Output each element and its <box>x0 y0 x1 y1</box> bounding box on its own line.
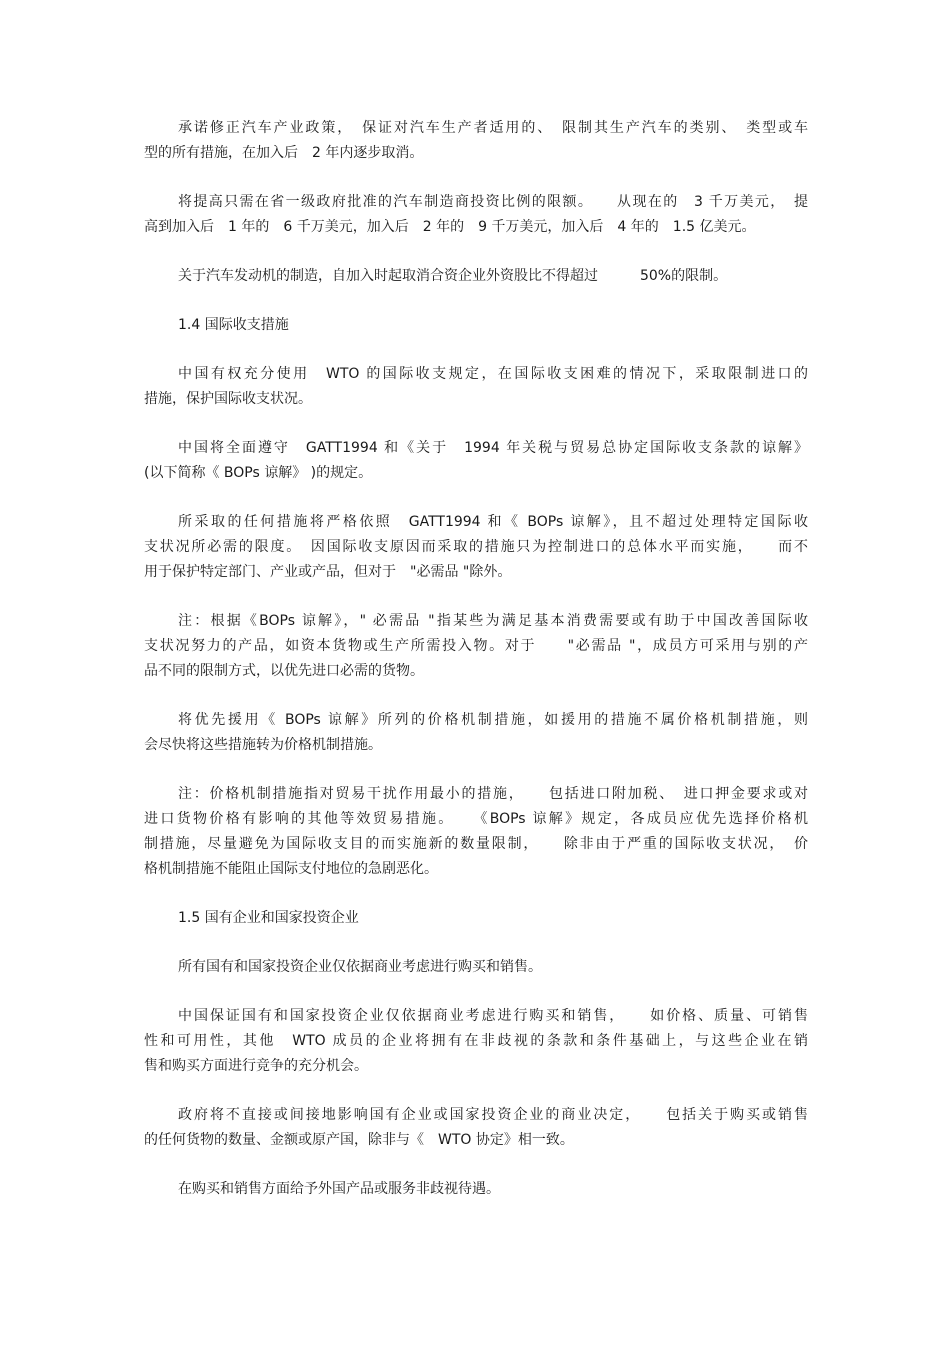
paragraph-gap <box>144 289 808 313</box>
paragraph-price-mechanism <box>144 708 808 758</box>
paragraph-gap <box>144 980 808 1004</box>
paragraph-auto-policy <box>144 116 808 166</box>
text-line: 支状况努力的产品，如资本货物或生产所需投入物。对于 "必需品 "，成员方可采用与别的产 <box>144 638 808 654</box>
text-line: 所有国有和国家投资企业仅依据商业考虑进行购买和销售。 <box>178 959 542 975</box>
paragraph-soe-commercial <box>144 955 808 980</box>
text-line: 性和可用性，其他 WTO 成员的企业将拥有在非歧视的条款和条件基础上，与这些企业在销 <box>144 1033 808 1049</box>
text-line: 政府将不直接或间接地影响国有企业或国家投资企业的商业决定， 包括关于购买或销售 <box>178 1107 808 1123</box>
paragraph-soe-guarantee <box>144 1004 808 1079</box>
section-heading <box>144 313 808 338</box>
paragraph-gap <box>144 486 808 510</box>
text-line: 会尽快将这些措施转为价格机制措施。 <box>144 737 382 753</box>
text-line: 售和购买方面进行竞争的充分机会。 <box>144 1058 368 1074</box>
text-line: 中国将全面遵守 GATT1994 和《关于 1994 年关税与贸易总协定国际收支条款的谅解》 <box>178 440 808 456</box>
paragraph-gap <box>144 412 808 436</box>
text-line: 承诺修正汽车产业政策， 保证对汽车生产者适用的、 限制其生产汽车的类别、 类型或车 <box>178 120 808 136</box>
text-line: 所采取的任何措施将严格依照 GATT1994 和《 BOPs 谅解》，且不超过处理特定国际收 <box>178 514 808 530</box>
text-line: 在购买和销售方面给予外国产品或服务非歧视待遇。 <box>178 1181 500 1197</box>
text-line: 高到加入后 1 年的 6 千万美元，加入后 2 年的 9 千万美元，加入后 4 年的 1.5 亿美元。 <box>144 219 756 235</box>
text-line: 用于保护特定部门、产业或产品，但对于 "必需品 "除外。 <box>144 564 512 580</box>
text-line: 将优先援用《 BOPs 谅解》所列的价格机制措施，如援用的措施不属价格机制措施，则 <box>178 712 808 728</box>
paragraph-gap <box>144 882 808 906</box>
text-line: 型的所有措施，在加入后 2 年内逐步取消。 <box>144 145 424 161</box>
text-line: 的任何货物的数量、金额或原产国，除非与《 WTO 协定》相一致。 <box>144 1132 574 1148</box>
text-line: 注：价格机制措施指对贸易干扰作用最小的措施， 包括进口附加税、 进口押金要求或对 <box>178 786 808 802</box>
paragraph-investment-limit <box>144 190 808 240</box>
text-line: 格机制措施不能阻止国际支付地位的急剧恶化。 <box>144 861 438 877</box>
paragraph-bop-right <box>144 362 808 412</box>
paragraph-gap <box>144 758 808 782</box>
paragraph-gap <box>144 1079 808 1103</box>
paragraph-gap <box>144 684 808 708</box>
paragraph-note-price <box>144 782 808 882</box>
text-line: 中国保证国有和国家投资企业仅依据商业考虑进行购买和销售， 如价格、质量、可销售 <box>178 1008 808 1024</box>
paragraph-gap <box>144 338 808 362</box>
paragraph-gap <box>144 931 808 955</box>
text-line: 注：根据《BOPs 谅解》，" 必需品 "指某些为满足基本消费需要或有助于中国改善国际收 <box>178 613 808 629</box>
text-line: 1.5 国有企业和国家投资企业 <box>178 910 359 926</box>
text-line: 支状况所必需的限度。 因国际收支原因而采取的措施只为控制进口的总体水平而实施， 而不 <box>144 539 808 555</box>
paragraph-national-treatment <box>144 1177 808 1202</box>
paragraph-engine <box>144 264 808 289</box>
paragraph-measures-strict <box>144 510 808 585</box>
text-line: 进口货物价格有影响的其他等效贸易措施。 《BOPs 谅解》规定，各成员应优先选择价格机 <box>144 811 808 827</box>
text-line: 制措施，尽量避免为国际收支目的而实施新的数量限制， 除非由于严重的国际收支状况， 价 <box>144 836 808 852</box>
paragraph-gap <box>144 166 808 190</box>
paragraph-note-necessities <box>144 609 808 684</box>
paragraph-gatt-comply <box>144 436 808 486</box>
text-line: 关于汽车发动机的制造，自加入时起取消合资企业外资股比不得超过 50%的限制。 <box>178 268 728 284</box>
text-line: 1.4 国际收支措施 <box>178 317 289 333</box>
paragraph-gov-influence <box>144 1103 808 1153</box>
text-line: (以下简称《 BOPs 谅解》 )的规定。 <box>144 465 373 481</box>
section-heading <box>144 906 808 931</box>
document-body <box>144 116 808 1202</box>
text-line: 将提高只需在省一级政府批准的汽车制造商投资比例的限额。 从现在的 3 千万美元， 提 <box>178 194 808 210</box>
paragraph-gap <box>144 585 808 609</box>
text-line: 中国有权充分使用 WTO 的国际收支规定，在国际收支困难的情况下，采取限制进口的 <box>178 366 808 382</box>
paragraph-gap <box>144 240 808 264</box>
paragraph-gap <box>144 1153 808 1177</box>
text-line: 品不同的限制方式，以优先进口必需的货物。 <box>144 663 424 679</box>
text-line: 措施，保护国际收支状况。 <box>144 391 312 407</box>
